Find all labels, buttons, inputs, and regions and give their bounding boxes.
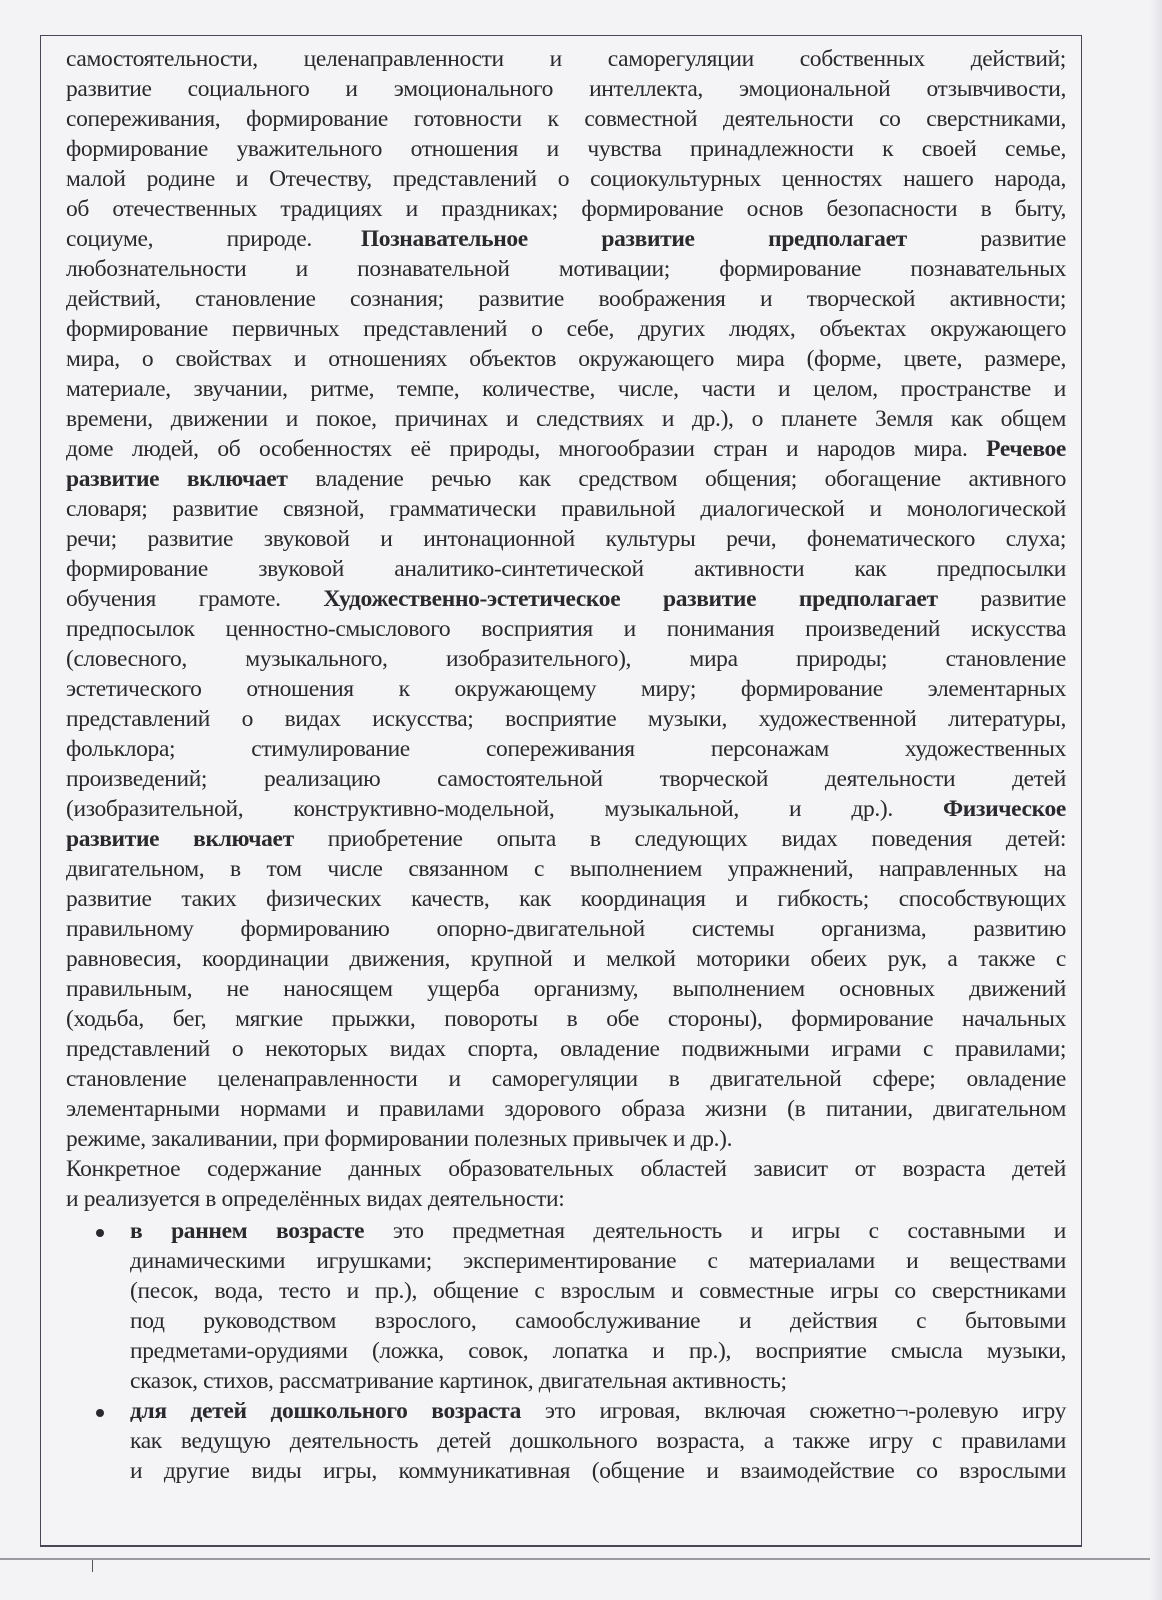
text-line — [66, 314, 1066, 344]
scan-bottom-tick — [92, 1560, 93, 1572]
text-line — [66, 1064, 1066, 1094]
main-paragraph — [66, 44, 1066, 1214]
text-line — [66, 344, 1066, 374]
text-line — [66, 1426, 1066, 1456]
line-text: приобретение опыта в следующих видах поведения детей: — [293, 826, 1066, 852]
text-line — [66, 1336, 1066, 1366]
text-line — [66, 1396, 1066, 1426]
text-line — [66, 1184, 1066, 1214]
bold-heading-text: в раннем возрасте — [130, 1218, 365, 1244]
text-line — [66, 254, 1066, 284]
activity-bullet-list — [66, 1216, 1066, 1486]
text-line — [66, 734, 1066, 764]
line-text: предметами-орудиями (ложка, совок, лопатка и пр.), восприятие смысла музыки, — [130, 1338, 1066, 1364]
text-line — [66, 134, 1066, 164]
line-text: социуме, природе. — [66, 226, 361, 252]
line-text: фольклора; стимулирование сопереживания персонажам художественных — [66, 736, 1066, 762]
line-text: любознательности и познавательной мотивации; формирование познавательных — [66, 256, 1066, 282]
line-text: развитие таких физических качеств, как координация и гибкость; способствующих — [66, 886, 1066, 912]
line-text: сопереживания, формирование готовности к совместной деятельности со сверстниками, — [66, 106, 1066, 132]
line-text: развитие — [906, 226, 1066, 252]
line-text: динамическими игрушками; экспериментирование с материалами и веществами — [130, 1248, 1066, 1274]
text-line — [66, 644, 1066, 674]
bold-heading-text: Речевое — [986, 436, 1066, 462]
text-line — [66, 194, 1066, 224]
text-line — [66, 974, 1066, 1004]
line-text: это игровая, включая сюжетно¬-ролевую игру — [521, 1398, 1066, 1424]
line-text: представлений о некоторых видах спорта, овладение подвижными играми с правилами; — [66, 1036, 1066, 1062]
text-line — [66, 1306, 1066, 1336]
line-text: (песок, вода, тесто и пр.), общение с взрослым и совместные игры со сверстниками — [130, 1278, 1066, 1304]
text-line — [66, 1246, 1066, 1276]
text-line — [66, 1094, 1066, 1124]
text-line — [66, 524, 1066, 554]
line-text: развитие — [937, 586, 1066, 612]
line-text: об отечественных традициях и праздниках; формирование основ безопасности в быту, — [66, 196, 1066, 222]
line-text: (изобразительной, конструктивно-модельной, музыкальной, и др.). — [66, 796, 943, 822]
line-text: Конкретное содержание данных образовательных областей зависит от возраста детей — [66, 1156, 1066, 1182]
line-text: сказок, стихов, рассматривание картинок, двигательная активность; — [130, 1368, 787, 1394]
bold-heading-text: развитие включает — [66, 826, 294, 852]
text-line — [66, 434, 1066, 464]
text-line — [66, 854, 1066, 884]
line-text: элементарными нормами и правилами здорового образа жизни (в питании, двигательном — [66, 1096, 1066, 1122]
text-line — [66, 44, 1066, 74]
text-line — [66, 404, 1066, 434]
line-text: действий, становление сознания; развитие воображения и творческой активности; — [66, 286, 1066, 312]
bullet-dot-icon — [96, 1229, 104, 1237]
bullet-item — [66, 1216, 1066, 1396]
line-text: произведений; реализацию самостоятельной творческой деятельности детей — [66, 766, 1066, 792]
line-text: самостоятельности, целенаправленности и саморегуляции собственных действий; — [66, 46, 1066, 72]
line-text: под руководством взрослого, самообслуживание и действия с бытовыми — [130, 1308, 1066, 1334]
document-body — [66, 44, 1066, 1486]
text-line — [66, 1124, 1066, 1154]
text-line — [66, 1456, 1066, 1486]
text-line — [66, 1154, 1066, 1184]
line-text: формирование первичных представлений о себе, других людях, объектах окружающего — [66, 316, 1066, 342]
line-text: владение речью как средством общения; обогащение активного — [287, 466, 1066, 492]
line-text: предпосылок ценностно-смыслового восприятия и понимания произведений искусства — [66, 616, 1066, 642]
line-text: малой родине и Отечеству, представлений о социокультурных ценностях нашего народа, — [66, 166, 1066, 192]
text-line — [66, 674, 1066, 704]
text-line — [66, 224, 1066, 254]
text-line — [66, 284, 1066, 314]
line-text: правильному формированию опорно-двигательной системы организма, развитию — [66, 916, 1066, 942]
bold-heading-text: Физическое — [942, 796, 1066, 822]
text-line — [66, 464, 1066, 494]
bold-heading-text: развитие включает — [66, 466, 288, 492]
line-text: словаря; развитие связной, грамматически правильной диалогической и монологической — [66, 496, 1066, 522]
text-line — [66, 494, 1066, 524]
bullet-item — [66, 1396, 1066, 1486]
text-line — [66, 704, 1066, 734]
text-line — [66, 944, 1066, 974]
line-text: правильным, не наносящем ущерба организму, выполнением основных движений — [66, 976, 1066, 1002]
text-line — [66, 74, 1066, 104]
text-line — [66, 824, 1066, 854]
text-line — [66, 794, 1066, 824]
scan-bottom-rule — [0, 1558, 1162, 1560]
line-text: и другие виды игры, коммуникативная (общение и взаимодействие со взрослыми — [130, 1458, 1066, 1484]
text-line — [66, 164, 1066, 194]
line-text: речи; развитие звуковой и интонационной культуры речи, фонематического слуха; — [66, 526, 1066, 552]
line-text: формирование уважительного отношения и чувства принадлежности к своей семье, — [66, 136, 1066, 162]
bold-heading-text: Познавательное развитие предполагает — [360, 226, 907, 252]
line-text: это предметная деятельность и игры с составными и — [364, 1218, 1066, 1244]
text-line — [66, 1276, 1066, 1306]
line-text: и реализуется в определённых видах деятельности: — [66, 1186, 565, 1212]
line-text: (словесного, музыкального, изобразительного), мира природы; становление — [66, 646, 1066, 672]
text-line — [66, 584, 1066, 614]
text-line — [66, 1004, 1066, 1034]
line-text: двигательном, в том числе связанном с выполнением упражнений, направленных на — [66, 856, 1066, 882]
line-text: (ходьба, бег, мягкие прыжки, повороты в обе стороны), формирование начальных — [66, 1006, 1066, 1032]
line-text: материале, звучании, ритме, темпе, количестве, числе, части и целом, пространстве и — [66, 376, 1066, 402]
text-line — [66, 884, 1066, 914]
text-line — [66, 1216, 1066, 1246]
text-line — [66, 914, 1066, 944]
bold-heading-text: для детей дошкольного возраста — [130, 1398, 522, 1424]
line-text: становление целенаправленности и саморегуляции в двигательной сфере; овладение — [66, 1066, 1066, 1092]
line-text: режиме, закаливании, при формировании полезных привычек и др.). — [66, 1126, 733, 1152]
line-text: равновесия, координации движения, крупной и мелкой моторики обеих рук, а также с — [66, 946, 1066, 972]
line-text: обучения грамоте. — [66, 586, 324, 612]
text-line — [66, 764, 1066, 794]
line-text: эстетического отношения к окружающему миру; формирование элементарных — [66, 676, 1066, 702]
line-text: мира, о свойствах и отношениях объектов окружающего мира (форме, цвете, размере, — [66, 346, 1066, 372]
bullet-dot-icon — [96, 1409, 104, 1417]
text-line — [66, 374, 1066, 404]
text-line — [66, 1366, 1066, 1396]
text-line — [66, 104, 1066, 134]
text-line — [66, 614, 1066, 644]
text-line — [66, 554, 1066, 584]
line-text: как ведущую деятельность детей дошкольного возраста, а также игру с правилами — [130, 1428, 1066, 1454]
line-text: развитие социального и эмоционального интеллекта, эмоциональной отзывчивости, — [66, 76, 1066, 102]
scan-edge-shadow — [1150, 0, 1162, 1600]
line-text: формирование звуковой аналитико-синтетической активности как предпосылки — [66, 556, 1066, 582]
line-text: доме людей, об особенностях её природы, многообразии стран и народов мира. — [66, 436, 987, 462]
line-text: представлений о видах искусства; восприятие музыки, художественной литературы, — [66, 706, 1066, 732]
line-text: времени, движении и покое, причинах и следствиях и др.), о планете Земля как общем — [66, 406, 1066, 432]
bold-heading-text: Художественно-эстетическое развитие предполагает — [323, 586, 938, 612]
text-line — [66, 1034, 1066, 1064]
